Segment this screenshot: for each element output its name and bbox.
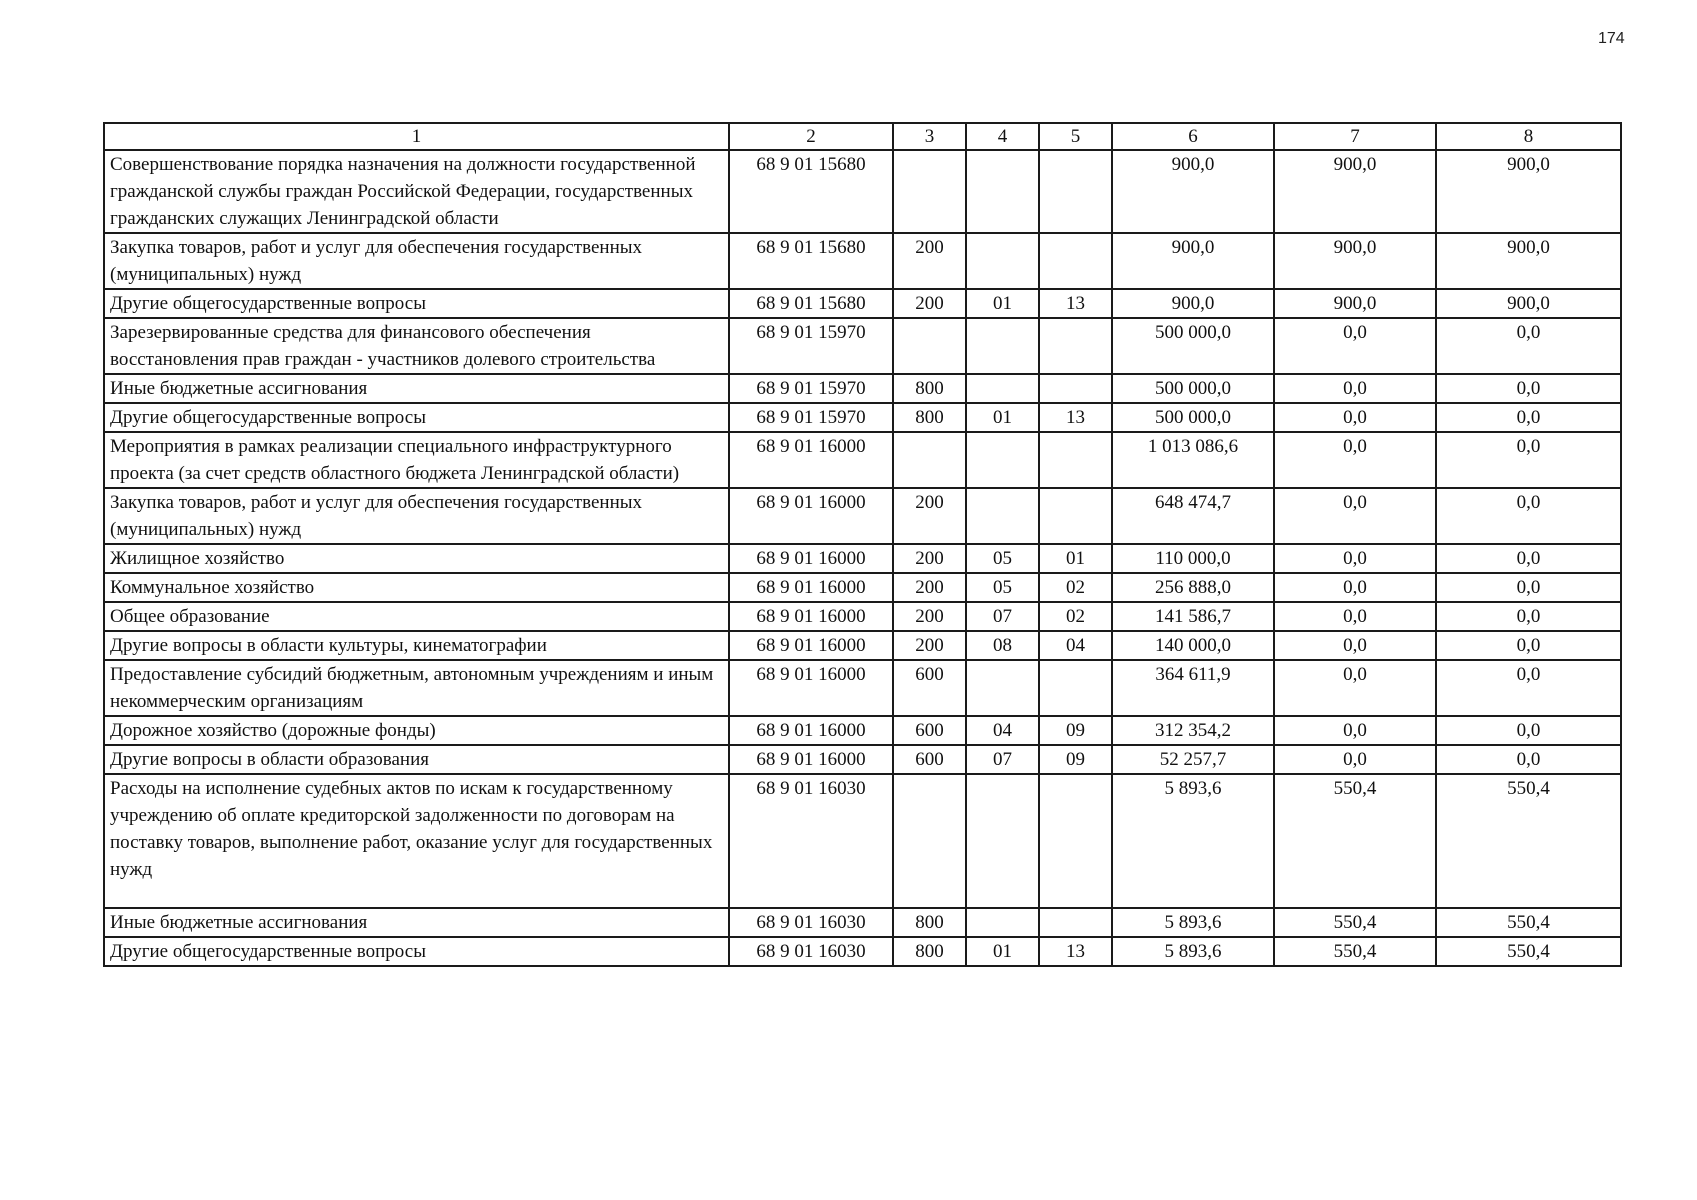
row-amount-1: 5 893,6 [1112,908,1274,937]
row-amount-3: 0,0 [1436,432,1621,488]
row-section: 01 [966,289,1039,318]
table-row [104,745,1621,774]
row-subsection: 13 [1039,937,1112,966]
page-number: 174 [1598,30,1625,47]
row-amount-2: 0,0 [1274,488,1436,544]
col-header-1: 1 [104,123,729,150]
row-amount-2: 0,0 [1274,716,1436,745]
row-section [966,374,1039,403]
row-name: Расходы на исполнение судебных актов по искам к государственному учреждению об оплате кредиторской задолженности по договорам на поставку товаров, выполнение работ, оказание услуг для государственных нужд [104,774,729,908]
row-amount-2: 550,4 [1274,774,1436,908]
row-expense-type: 600 [893,660,966,716]
row-amount-1: 500 000,0 [1112,318,1274,374]
row-name: Жилищное хозяйство [104,544,729,573]
row-amount-3: 900,0 [1436,150,1621,233]
row-amount-2: 0,0 [1274,544,1436,573]
row-name: Закупка товаров, работ и услуг для обеспечения государственных (муниципальных) нужд [104,233,729,289]
table-row [104,660,1621,716]
row-target-code: 68 9 01 15680 [729,289,893,318]
row-target-code: 68 9 01 16000 [729,602,893,631]
row-section: 04 [966,716,1039,745]
row-expense-type: 200 [893,544,966,573]
header-row [104,123,1621,150]
row-target-code: 68 9 01 15970 [729,374,893,403]
table-row [104,774,1621,908]
row-amount-1: 256 888,0 [1112,573,1274,602]
row-amount-3: 0,0 [1436,544,1621,573]
row-subsection [1039,318,1112,374]
row-section [966,908,1039,937]
row-amount-2: 0,0 [1274,602,1436,631]
row-expense-type: 200 [893,631,966,660]
row-name: Общее образование [104,602,729,631]
table-row [104,908,1621,937]
row-amount-3: 550,4 [1436,774,1621,908]
row-amount-3: 0,0 [1436,660,1621,716]
row-amount-3: 0,0 [1436,488,1621,544]
table-row [104,602,1621,631]
table-row [104,631,1621,660]
row-subsection [1039,660,1112,716]
row-amount-2: 900,0 [1274,150,1436,233]
col-header-8: 8 [1436,123,1621,150]
row-subsection: 04 [1039,631,1112,660]
row-target-code: 68 9 01 16030 [729,774,893,908]
row-target-code: 68 9 01 16000 [729,660,893,716]
row-subsection [1039,488,1112,544]
row-subsection: 02 [1039,602,1112,631]
row-subsection [1039,774,1112,908]
row-name: Другие общегосударственные вопросы [104,403,729,432]
budget-table [103,122,1622,967]
row-section [966,150,1039,233]
row-amount-1: 312 354,2 [1112,716,1274,745]
row-amount-1: 648 474,7 [1112,488,1274,544]
row-expense-type: 600 [893,745,966,774]
row-amount-1: 5 893,6 [1112,774,1274,908]
row-amount-1: 900,0 [1112,150,1274,233]
row-section [966,432,1039,488]
row-expense-type [893,774,966,908]
row-target-code: 68 9 01 16000 [729,716,893,745]
row-target-code: 68 9 01 16000 [729,745,893,774]
row-amount-1: 900,0 [1112,233,1274,289]
row-target-code: 68 9 01 16030 [729,937,893,966]
table-row [104,573,1621,602]
row-amount-2: 0,0 [1274,432,1436,488]
row-subsection: 13 [1039,403,1112,432]
row-subsection: 13 [1039,289,1112,318]
row-target-code: 68 9 01 16000 [729,544,893,573]
row-amount-3: 0,0 [1436,631,1621,660]
row-section: 07 [966,602,1039,631]
row-amount-3: 900,0 [1436,233,1621,289]
row-expense-type: 200 [893,233,966,289]
row-amount-3: 0,0 [1436,602,1621,631]
col-header-6: 6 [1112,123,1274,150]
row-target-code: 68 9 01 16000 [729,488,893,544]
row-amount-1: 110 000,0 [1112,544,1274,573]
row-target-code: 68 9 01 16000 [729,631,893,660]
table-row [104,432,1621,488]
row-expense-type [893,432,966,488]
row-amount-2: 0,0 [1274,573,1436,602]
row-section [966,488,1039,544]
col-header-7: 7 [1274,123,1436,150]
row-amount-2: 900,0 [1274,233,1436,289]
col-header-2: 2 [729,123,893,150]
row-subsection: 09 [1039,716,1112,745]
row-amount-2: 900,0 [1274,289,1436,318]
row-subsection [1039,233,1112,289]
row-subsection: 02 [1039,573,1112,602]
row-subsection [1039,374,1112,403]
row-amount-3: 0,0 [1436,403,1621,432]
row-section [966,233,1039,289]
row-name: Другие вопросы в области образования [104,745,729,774]
row-target-code: 68 9 01 15970 [729,403,893,432]
row-amount-3: 550,4 [1436,908,1621,937]
row-name: Иные бюджетные ассигнования [104,908,729,937]
row-name: Коммунальное хозяйство [104,573,729,602]
row-section [966,774,1039,908]
table-row [104,937,1621,966]
row-section: 01 [966,403,1039,432]
row-name: Зарезервированные средства для финансового обеспечения восстановления прав граждан - участников долевого строительства [104,318,729,374]
table-row [104,716,1621,745]
table-row [104,374,1621,403]
row-amount-2: 0,0 [1274,745,1436,774]
row-amount-3: 0,0 [1436,716,1621,745]
row-target-code: 68 9 01 16000 [729,432,893,488]
row-name: Мероприятия в рамках реализации специального инфраструктурного проекта (за счет средств областного бюджета Ленинградской области) [104,432,729,488]
col-header-4: 4 [966,123,1039,150]
row-section: 05 [966,573,1039,602]
row-amount-2: 0,0 [1274,403,1436,432]
row-amount-1: 900,0 [1112,289,1274,318]
row-name: Совершенствование порядка назначения на должности государственной гражданской службы граждан Российской Федерации, государственных гражданских служащих Ленинградской области [104,150,729,233]
table-row [104,544,1621,573]
row-expense-type: 600 [893,716,966,745]
row-amount-3: 0,0 [1436,573,1621,602]
row-amount-2: 0,0 [1274,318,1436,374]
row-amount-2: 0,0 [1274,631,1436,660]
row-subsection [1039,432,1112,488]
row-amount-2: 0,0 [1274,374,1436,403]
row-amount-1: 500 000,0 [1112,403,1274,432]
row-amount-1: 52 257,7 [1112,745,1274,774]
row-amount-3: 900,0 [1436,289,1621,318]
row-section: 01 [966,937,1039,966]
table-row [104,289,1621,318]
row-amount-2: 550,4 [1274,937,1436,966]
row-amount-1: 141 586,7 [1112,602,1274,631]
row-target-code: 68 9 01 16000 [729,573,893,602]
row-subsection: 09 [1039,745,1112,774]
row-name: Иные бюджетные ассигнования [104,374,729,403]
table-row [104,150,1621,233]
row-name: Предоставление субсидий бюджетным, автономным учреждениям и иным некоммерческим организациям [104,660,729,716]
row-name: Закупка товаров, работ и услуг для обеспечения государственных (муниципальных) нужд [104,488,729,544]
row-expense-type: 200 [893,573,966,602]
row-amount-2: 0,0 [1274,660,1436,716]
row-section [966,318,1039,374]
row-amount-1: 500 000,0 [1112,374,1274,403]
row-amount-1: 364 611,9 [1112,660,1274,716]
row-amount-3: 550,4 [1436,937,1621,966]
row-section [966,660,1039,716]
row-expense-type: 200 [893,488,966,544]
row-amount-1: 5 893,6 [1112,937,1274,966]
row-name: Другие общегосударственные вопросы [104,289,729,318]
row-amount-3: 0,0 [1436,374,1621,403]
row-amount-2: 550,4 [1274,908,1436,937]
row-target-code: 68 9 01 15970 [729,318,893,374]
table-row [104,403,1621,432]
col-header-5: 5 [1039,123,1112,150]
table-row [104,488,1621,544]
row-expense-type: 800 [893,908,966,937]
row-expense-type: 800 [893,937,966,966]
row-subsection [1039,150,1112,233]
row-target-code: 68 9 01 16030 [729,908,893,937]
row-amount-1: 140 000,0 [1112,631,1274,660]
row-target-code: 68 9 01 15680 [729,233,893,289]
row-expense-type: 800 [893,374,966,403]
row-expense-type [893,318,966,374]
col-header-3: 3 [893,123,966,150]
row-target-code: 68 9 01 15680 [729,150,893,233]
row-expense-type: 200 [893,602,966,631]
row-expense-type: 200 [893,289,966,318]
row-section: 07 [966,745,1039,774]
row-subsection: 01 [1039,544,1112,573]
row-name: Дорожное хозяйство (дорожные фонды) [104,716,729,745]
row-section: 08 [966,631,1039,660]
row-name: Другие общегосударственные вопросы [104,937,729,966]
row-expense-type [893,150,966,233]
row-amount-3: 0,0 [1436,318,1621,374]
row-section: 05 [966,544,1039,573]
table-row [104,233,1621,289]
row-amount-3: 0,0 [1436,745,1621,774]
table-row [104,318,1621,374]
row-expense-type: 800 [893,403,966,432]
row-name: Другие вопросы в области культуры, кинематографии [104,631,729,660]
row-subsection [1039,908,1112,937]
row-amount-1: 1 013 086,6 [1112,432,1274,488]
